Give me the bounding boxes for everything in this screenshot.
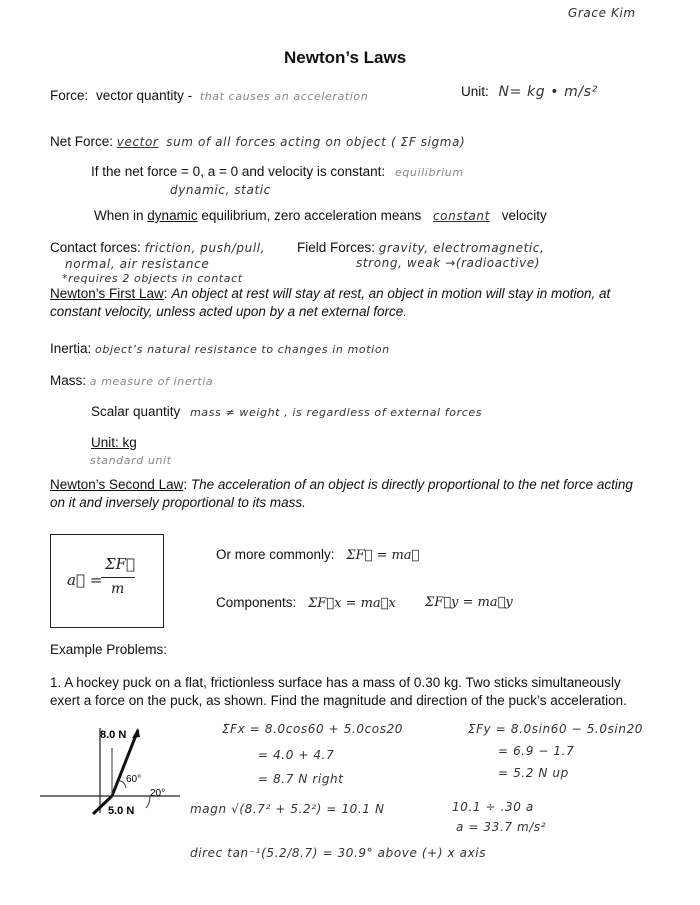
force-handwritten: that causes an acceleration	[199, 90, 369, 103]
mass-line	[50, 373, 213, 388]
work-fy-1: ΣFy = 8.0sin60 − 5.0sin20	[468, 722, 644, 736]
formula-lhs: a⃗ =	[67, 571, 103, 589]
force-8n-arrowhead	[132, 728, 140, 738]
work-fx-2: = 4.0 + 4.7	[258, 748, 335, 762]
components-fx: ΣF⃗x = ma⃗x	[308, 596, 396, 611]
components-label: Components:	[216, 595, 297, 610]
if-net-force-handwritten: equilibrium	[394, 166, 464, 179]
force-diagram	[40, 718, 190, 818]
first-law-label: Newton’s First Law	[50, 286, 164, 301]
unit-handwritten: N= kg • m/s²	[498, 84, 598, 100]
label-8n: 8.0 N	[100, 729, 127, 741]
work-fy-2: = 6.9 − 1.7	[498, 744, 575, 758]
if-net-force-text: If the net force = 0, a = 0 and velocity is constant:	[91, 164, 386, 179]
field-handwritten-1: gravity, electromagnetic,	[378, 241, 545, 255]
net-force-handwritten: sum of all forces acting on object ( ΣF sigma)	[166, 135, 466, 149]
components-fy: ΣF⃗y = ma⃗y	[425, 595, 513, 610]
components-line	[216, 595, 396, 611]
dyn-mid: equilibrium, zero acceleration means	[201, 208, 422, 223]
contact-handwritten-2: normal, air resistance	[65, 257, 210, 271]
field-forces-line	[297, 240, 544, 255]
net-force-line	[50, 134, 465, 149]
unit-label: Unit:	[461, 84, 489, 99]
second-law	[50, 476, 650, 512]
page-title: Newton’s Laws	[284, 48, 407, 67]
net-force-vector: vector	[116, 135, 159, 149]
common-formula: ΣF⃗ = ma⃗	[346, 548, 420, 563]
contact-handwritten-1: friction, push/pull,	[144, 241, 266, 255]
formula-denominator: m	[111, 581, 125, 597]
formula-numerator: ΣF⃗	[105, 555, 136, 573]
if-net-force-line	[91, 164, 464, 179]
fraction-bar	[101, 577, 135, 578]
label-5n: 5.0 N	[108, 805, 135, 817]
common-label: Or more commonly:	[216, 547, 335, 562]
dynamic-static-handwritten: dynamic, static	[170, 183, 271, 197]
mass-label: Mass:	[50, 373, 87, 388]
dyn-blank-handwritten: constant	[432, 209, 490, 223]
formula-box	[50, 534, 164, 628]
force-definition: vector quantity -	[96, 88, 193, 103]
scalar-line	[91, 404, 482, 419]
force-unit	[461, 84, 598, 100]
contact-forces-line	[50, 240, 265, 255]
scalar-label: Scalar quantity	[91, 404, 181, 419]
first-law-colon: :	[163, 286, 168, 301]
work-direction: direc tan⁻¹(5.2/8.7) = 30.9° above (+) x axis	[190, 846, 487, 860]
field-handwritten-2: strong, weak →(radioactive)	[356, 256, 541, 270]
work-fx-3: = 8.7 N right	[258, 772, 344, 786]
force-label: Force:	[50, 88, 89, 103]
net-force-label: Net Force:	[50, 134, 114, 149]
unit-kg-handwritten: standard unit	[90, 454, 172, 467]
common-line	[216, 547, 419, 563]
dyn-pre: When in	[94, 208, 144, 223]
work-fy-3: = 5.2 N up	[498, 766, 569, 780]
contact-handwritten-3: *requires 2 objects in contact	[62, 272, 243, 285]
angle-60-arc	[118, 781, 126, 788]
work-fx-1: ΣFx = 8.0cos60 + 5.0cos20	[222, 722, 404, 736]
label-20-deg: 20°	[150, 788, 166, 799]
inertia-line	[50, 341, 390, 356]
dyn-post: velocity	[501, 208, 547, 223]
second-law-colon: :	[183, 477, 188, 492]
mass-handwritten: a measure of inertia	[89, 375, 214, 388]
inertia-label: Inertia:	[50, 341, 92, 356]
label-60-deg: 60°	[126, 774, 142, 785]
scalar-handwritten: mass ≠ weight , is regardless of external forces	[190, 406, 483, 419]
field-label: Field Forces:	[297, 240, 376, 255]
first-law-text: An object at rest will stay at rest, an object in motion will stay in motion, at constant velocity, unless acted upon by a net external force.	[50, 286, 611, 319]
first-law	[50, 285, 650, 321]
dyn-word: dynamic	[147, 208, 198, 223]
unit-kg-label: Unit: kg	[91, 435, 137, 450]
second-law-label: Newton’s Second Law	[50, 477, 184, 492]
problem-1-text: 1. A hockey puck on a flat, frictionless surface has a mass of 0.30 kg. Two sticks simultaneously exert a force on the puck, as shown. Find the magnitude and direction of the puck’s acceleration.	[50, 675, 627, 708]
inertia-handwritten: object’s natural resistance to changes in motion	[95, 343, 390, 356]
work-accel-2: a = 33.7 m/s²	[456, 820, 547, 834]
work-accel-1: 10.1 ÷ .30 a	[452, 800, 534, 814]
dynamic-equilibrium-line	[94, 208, 547, 223]
second-law-text: The acceleration of an object is directly proportional to the net force acting on it and inversely proportional to its mass.	[50, 477, 633, 510]
example-problems-heading: Example Problems:	[50, 642, 168, 657]
author-signature: Grace Kim	[568, 6, 636, 20]
contact-label: Contact forces:	[50, 240, 141, 255]
work-magnitude: magn √(8.7² + 5.2²) = 10.1 N	[190, 802, 385, 816]
force-line	[50, 88, 368, 103]
